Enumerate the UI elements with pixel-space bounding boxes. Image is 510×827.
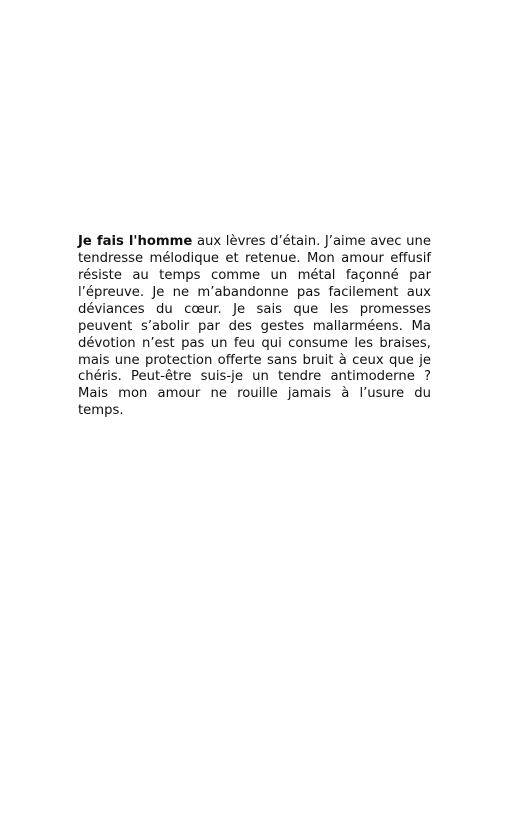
poem-lead-phrase: Je fais l'homme (78, 234, 193, 250)
poem-body-text: aux lèvres d’étain. J’aime avec une tendresse mélodique et retenue. Mon amour effusif résiste au temps comme un métal façonné par l’épreuve. Je ne m’abandonne pas facilement aux déviances du cœur. Je sais que les promesses peuvent s’abolir par des gestes mallarméens. Ma dévotion n’est pas un feu qui consume les braises, mais une protection offerte sans bruit à ceux que je chéris. Peut-être suis-je un tendre antimoderne ? Mais mon amour ne rouille jamais à l’usure du temps. (78, 234, 431, 419)
poem-paragraph (78, 234, 431, 420)
